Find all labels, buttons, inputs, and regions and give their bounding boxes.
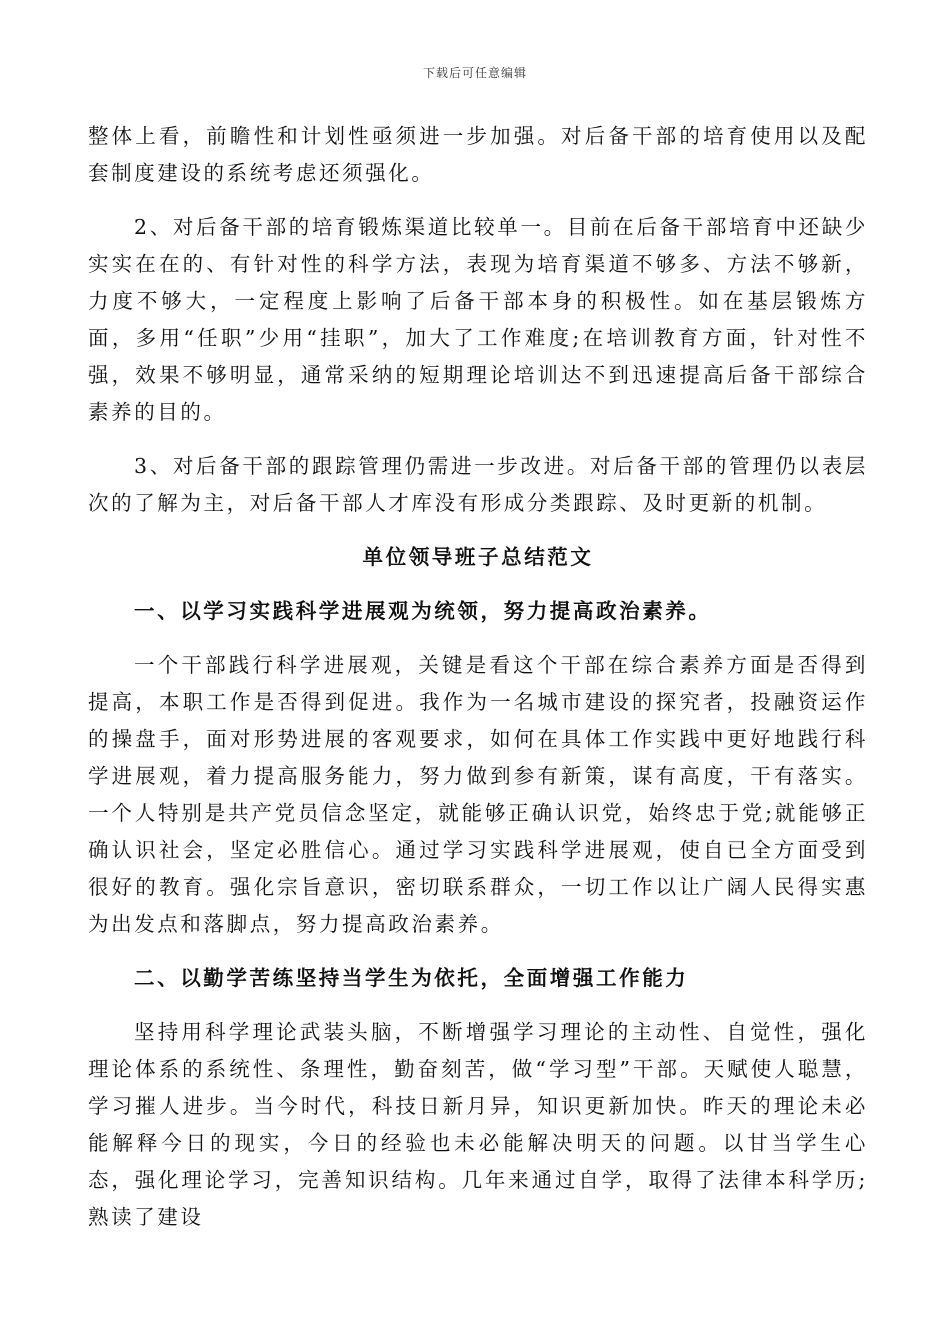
document-title: 单位领导班子总结范文 (362, 545, 594, 569)
paragraph-gap (88, 943, 868, 960)
section-heading-1: 一、以学习实践科学进展观为统领，努力提高政治素养。 (134, 599, 712, 623)
paragraph-section-2: 坚持用科学理论武装头脑，不断增强学习理论的主动性、自觉性，强化理论体系的系统性、条理性，勤奋刻苦，做“学习型”干部。天赋使人聪慧，学习摧人进步。当今时代，科技日新月异，知识更新加快。昨天的理论未必能解释今日的现实，今日的经验也未必能解决明天的问题。以甘当学生心态，强化理论学习，完善知识结构。几年来通过自学，取得了法律本科学历;熟读了建设 (88, 1020, 868, 1229)
document-body (88, 118, 868, 1236)
paragraph-gap (88, 192, 868, 209)
paragraph-continuation: 整体上看，前瞻性和计划性亟须进一步加强。对后备干部的培育使用以及配套制度建设的系统考虑还须强化。 (88, 124, 868, 185)
paragraph-gap (88, 522, 868, 539)
paragraph-gap (88, 997, 868, 1014)
paragraph-gap (88, 630, 868, 647)
page-header: 下载后可任意编辑 (422, 66, 527, 80)
paragraph-point-2: 2、对后备干部的培育锻炼渠道比较单一。目前在后备干部培育中还缺少实实在在的、有针对性的科学方法，表现为培育渠道不够多、方法不够新，力度不够大，一定程度上影响了后备干部本身的积极性。如在基层锻炼方面，多用“任职”少用“挂职”，加大了工作难度;在培训教育方面，针对性不强，效果不够明显，通常采纳的短期理论培训达不到迅速提高后备干部综合素养的目的。 (88, 215, 868, 424)
paragraph-section-1: 一个干部践行科学进展观，关键是看这个干部在综合素养方面是否得到提高，本职工作是否得到促进。我作为一名城市建设的探究者，投融资运作的操盘手，面对形势进展的客观要求，如何在具体工作实践中更好地践行科学进展观，着力提高服务能力，努力做到参有新策，谋有高度，干有落实。一个人特别是共产党员信念坚定，就能够正确认识党，始终忠于党;就能够正确认识社会，坚定必胜信心。通过学习实践科学进展观，使自已全方面受到很好的教育。强化宗旨意识，密切联系群众，一切工作以让广阔人民得实惠为出发点和落脚点，努力提高政治素养。 (88, 653, 868, 936)
paragraph-gap (88, 431, 868, 448)
paragraph-point-3: 3、对后备干部的跟踪管理仍需进一步改进。对后备干部的管理仍以表层次的了解为主，对后备干部人才库没有形成分类跟踪、及时更新的机制。 (88, 454, 868, 515)
paragraph-gap (88, 576, 868, 593)
section-heading-2: 二、以勤学苦练坚持当学生为依托，全面增强工作能力 (134, 966, 689, 990)
